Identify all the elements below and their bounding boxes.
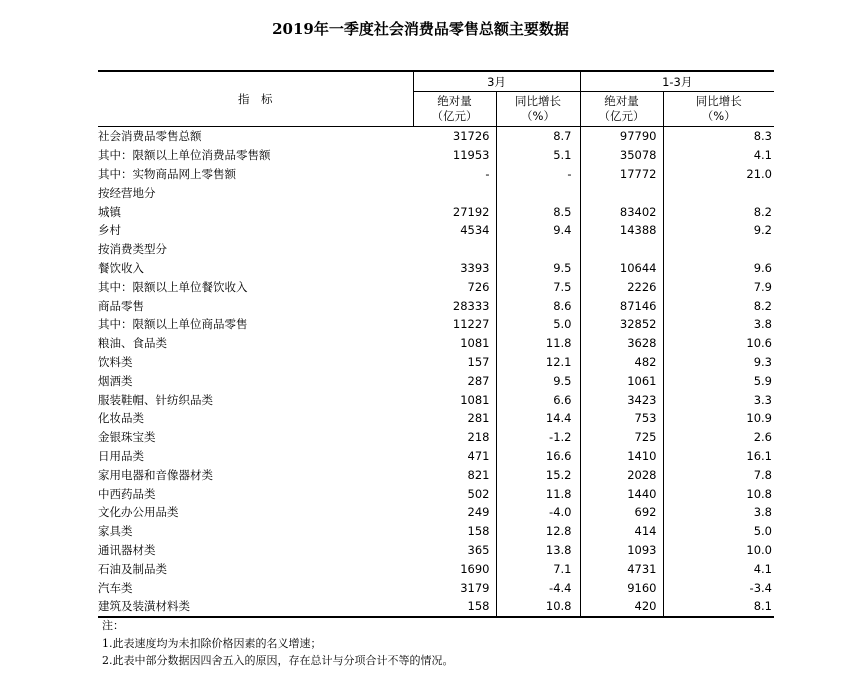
march-yoy-value: -4.4 xyxy=(496,578,580,597)
row-label: 化妆品类 xyxy=(98,411,144,426)
col-abs-unit: （亿元） xyxy=(431,109,478,123)
march-yoy-value: 9.4 xyxy=(496,221,580,240)
q1-yoy-value: 7.9 xyxy=(753,279,772,294)
col-yoy-label: 同比增长 xyxy=(695,94,742,108)
table-title: 2019年一季度社会消费品零售总额主要数据 xyxy=(272,20,569,38)
q1-abs-value xyxy=(580,240,663,259)
table-row xyxy=(98,334,774,353)
q1-yoy-value: 9.6 xyxy=(753,260,772,275)
q1-yoy-value: 10.8 xyxy=(746,486,772,501)
march-abs-value: 158 xyxy=(413,597,496,617)
q1-yoy-value: 10.6 xyxy=(746,336,772,351)
col-yoy-label: 同比增长 xyxy=(515,94,561,108)
q1-yoy-header xyxy=(663,92,774,127)
row-label: 文化办公用品类 xyxy=(98,505,179,520)
q1-yoy-value: 8.1 xyxy=(663,597,774,617)
q1-yoy-value: 16.1 xyxy=(746,448,772,463)
table-row xyxy=(98,277,774,296)
row-label: 家具类 xyxy=(98,524,133,539)
q1-abs-value: 1410 xyxy=(580,447,663,466)
march-yoy-header xyxy=(496,92,580,127)
col-abs-unit: （亿元） xyxy=(598,109,645,123)
q1-yoy-value: 5.9 xyxy=(753,373,772,388)
table-row xyxy=(98,428,774,447)
row-label: 城镇 xyxy=(98,204,121,219)
q1-yoy-value: 8.3 xyxy=(753,129,772,144)
march-yoy-value: 5.0 xyxy=(496,315,580,334)
march-yoy-value: 12.8 xyxy=(496,522,580,541)
col-abs-label: 绝对量 xyxy=(437,94,472,108)
march-yoy-value: 11.8 xyxy=(496,334,580,353)
march-abs-value: 821 xyxy=(413,465,496,484)
table-row xyxy=(98,390,774,409)
row-label: 其中：限额以上单位餐饮收入 xyxy=(98,279,248,294)
table-row xyxy=(98,503,774,522)
march-yoy-value: -1.2 xyxy=(496,428,580,447)
q1-abs-value: 1061 xyxy=(580,371,663,390)
march-yoy-value: 15.2 xyxy=(496,465,580,484)
q1-yoy-value: 10.0 xyxy=(746,542,772,557)
march-yoy-value: 12.1 xyxy=(496,353,580,372)
row-label: 日用品类 xyxy=(98,448,144,463)
q1-yoy-value xyxy=(663,183,774,202)
march-abs-value: 1690 xyxy=(413,559,496,578)
q1-abs-value: 482 xyxy=(580,353,663,372)
q1-yoy-value: 9.3 xyxy=(753,354,772,369)
q1-yoy-value: 3.3 xyxy=(753,392,772,407)
table-row xyxy=(98,409,774,428)
march-abs-value: 281 xyxy=(413,409,496,428)
march-yoy-value: 7.1 xyxy=(496,559,580,578)
q1-yoy-value: 21.0 xyxy=(746,166,772,181)
q1-yoy-value: 4.1 xyxy=(753,561,772,576)
q1-abs-value: 83402 xyxy=(580,202,663,221)
march-yoy-value: - xyxy=(496,165,580,184)
march-abs-value: 502 xyxy=(413,484,496,503)
q1-yoy-value: -3.4 xyxy=(749,580,772,595)
row-label: 商品零售 xyxy=(98,298,144,313)
march-abs-header xyxy=(413,92,496,127)
q1-abs-value: 97790 xyxy=(580,127,663,146)
row-label: 服装鞋帽、针纺织品类 xyxy=(98,392,213,407)
march-yoy-value: 16.6 xyxy=(496,447,580,466)
march-yoy-value xyxy=(496,183,580,202)
table-row xyxy=(98,597,774,617)
march-abs-value: 3179 xyxy=(413,578,496,597)
march-abs-value: 158 xyxy=(413,522,496,541)
march-abs-value: 249 xyxy=(413,503,496,522)
retail-sales-table xyxy=(98,70,774,618)
march-yoy-value: 5.1 xyxy=(496,146,580,165)
march-abs-value: 4534 xyxy=(413,221,496,240)
march-abs-value: 28333 xyxy=(413,296,496,315)
table-row xyxy=(98,353,774,372)
q1-abs-value: 753 xyxy=(580,409,663,428)
march-abs-value: 471 xyxy=(413,447,496,466)
march-yoy-value: 10.8 xyxy=(496,597,580,617)
q1-abs-value: 9160 xyxy=(580,578,663,597)
march-yoy-value: 14.4 xyxy=(496,409,580,428)
period-q1-header: 1-3月 xyxy=(580,71,774,92)
march-yoy-value: 6.6 xyxy=(496,390,580,409)
table-row xyxy=(98,183,774,202)
march-abs-value: - xyxy=(413,165,496,184)
march-yoy-value: 8.7 xyxy=(496,127,580,146)
march-abs-value: 11227 xyxy=(413,315,496,334)
march-yoy-value: 7.5 xyxy=(496,277,580,296)
q1-abs-value: 414 xyxy=(580,522,663,541)
q1-abs-value: 35078 xyxy=(580,146,663,165)
note-2: 2.此表中部分数据因四舍五入的原因，存在总计与分项合计不等的情况。 xyxy=(102,654,454,667)
march-abs-value xyxy=(413,183,496,202)
q1-abs-value: 2028 xyxy=(580,465,663,484)
period-march-header: 3月 xyxy=(413,71,580,92)
table-row xyxy=(98,240,774,259)
march-abs-value: 1081 xyxy=(413,334,496,353)
row-label: 社会消费品零售总额 xyxy=(98,129,202,144)
q1-yoy-value: 9.2 xyxy=(753,223,772,238)
row-label: 其中：实物商品网上零售额 xyxy=(98,166,236,181)
table-row xyxy=(98,165,774,184)
q1-abs-value: 1440 xyxy=(580,484,663,503)
q1-abs-value xyxy=(580,183,663,202)
q1-yoy-value: 5.0 xyxy=(753,524,772,539)
q1-yoy-value: 3.8 xyxy=(753,505,772,520)
q1-yoy-value: 2.6 xyxy=(753,430,772,445)
q1-yoy-value: 8.2 xyxy=(753,298,772,313)
march-yoy-value: 9.5 xyxy=(496,371,580,390)
row-label: 粮油、食品类 xyxy=(98,336,167,351)
march-abs-value: 287 xyxy=(413,371,496,390)
table-row xyxy=(98,146,774,165)
march-abs-value: 726 xyxy=(413,277,496,296)
table-row xyxy=(98,315,774,334)
q1-yoy-value: 3.8 xyxy=(753,317,772,332)
q1-abs-value: 3423 xyxy=(580,390,663,409)
q1-abs-header xyxy=(580,92,663,127)
row-label: 其中：限额以上单位商品零售 xyxy=(98,317,248,332)
row-label: 按消费类型分 xyxy=(98,242,167,257)
q1-abs-value: 87146 xyxy=(580,296,663,315)
q1-abs-value: 4731 xyxy=(580,559,663,578)
march-yoy-value: 8.5 xyxy=(496,202,580,221)
table-notes xyxy=(102,617,454,670)
row-label: 通讯器材类 xyxy=(98,542,156,557)
q1-yoy-value: 7.8 xyxy=(753,467,772,482)
row-label: 建筑及装潢材料类 xyxy=(98,597,413,617)
q1-yoy-value: 4.1 xyxy=(753,148,772,163)
q1-abs-value: 3628 xyxy=(580,334,663,353)
table-row xyxy=(98,578,774,597)
march-yoy-value: 11.8 xyxy=(496,484,580,503)
notes-heading: 注： xyxy=(102,619,124,632)
row-label: 烟酒类 xyxy=(98,373,133,388)
row-label: 按经营地分 xyxy=(98,185,156,200)
march-yoy-value: 8.6 xyxy=(496,296,580,315)
indicator-header: 指 标 xyxy=(98,71,413,127)
col-yoy-unit: （%） xyxy=(521,109,555,123)
table-row xyxy=(98,221,774,240)
row-label: 饮料类 xyxy=(98,354,133,369)
table-row xyxy=(98,447,774,466)
table-row xyxy=(98,541,774,560)
table-row xyxy=(98,202,774,221)
march-abs-value: 218 xyxy=(413,428,496,447)
march-yoy-value: 13.8 xyxy=(496,541,580,560)
table-row xyxy=(98,371,774,390)
q1-abs-value: 2226 xyxy=(580,277,663,296)
col-abs-label: 绝对量 xyxy=(604,94,639,108)
march-abs-value: 365 xyxy=(413,541,496,560)
march-abs-value: 31726 xyxy=(413,127,496,146)
q1-abs-value: 17772 xyxy=(580,165,663,184)
march-abs-value xyxy=(413,240,496,259)
march-yoy-value xyxy=(496,240,580,259)
march-abs-value: 3393 xyxy=(413,259,496,278)
q1-abs-value: 14388 xyxy=(580,221,663,240)
march-abs-value: 157 xyxy=(413,353,496,372)
row-label: 中西药品类 xyxy=(98,486,156,501)
table-row xyxy=(98,559,774,578)
table-row xyxy=(98,296,774,315)
q1-yoy-value: 10.9 xyxy=(746,411,772,426)
table-row xyxy=(98,522,774,541)
row-label: 汽车类 xyxy=(98,580,133,595)
q1-abs-value: 32852 xyxy=(580,315,663,334)
march-abs-value: 1081 xyxy=(413,390,496,409)
q1-abs-value: 10644 xyxy=(580,259,663,278)
table-row xyxy=(98,484,774,503)
table-row xyxy=(98,127,774,146)
col-yoy-unit: （%） xyxy=(701,109,736,123)
march-yoy-value: 9.5 xyxy=(496,259,580,278)
q1-abs-value: 420 xyxy=(580,597,663,617)
q1-abs-value: 692 xyxy=(580,503,663,522)
q1-abs-value: 725 xyxy=(580,428,663,447)
row-label: 乡村 xyxy=(98,223,121,238)
table-row xyxy=(98,259,774,278)
q1-yoy-value xyxy=(663,240,774,259)
table-row xyxy=(98,465,774,484)
row-label: 家用电器和音像器材类 xyxy=(98,467,213,482)
march-abs-value: 27192 xyxy=(413,202,496,221)
row-label: 其中：限额以上单位消费品零售额 xyxy=(98,148,271,163)
row-label: 石油及制品类 xyxy=(98,561,167,576)
march-abs-value: 11953 xyxy=(413,146,496,165)
q1-yoy-value: 8.2 xyxy=(753,204,772,219)
march-yoy-value: -4.0 xyxy=(496,503,580,522)
q1-abs-value: 1093 xyxy=(580,541,663,560)
note-1: 1.此表速度均为未扣除价格因素的名义增速； xyxy=(102,636,322,650)
row-label: 餐饮收入 xyxy=(98,260,144,275)
row-label: 金银珠宝类 xyxy=(98,430,156,445)
